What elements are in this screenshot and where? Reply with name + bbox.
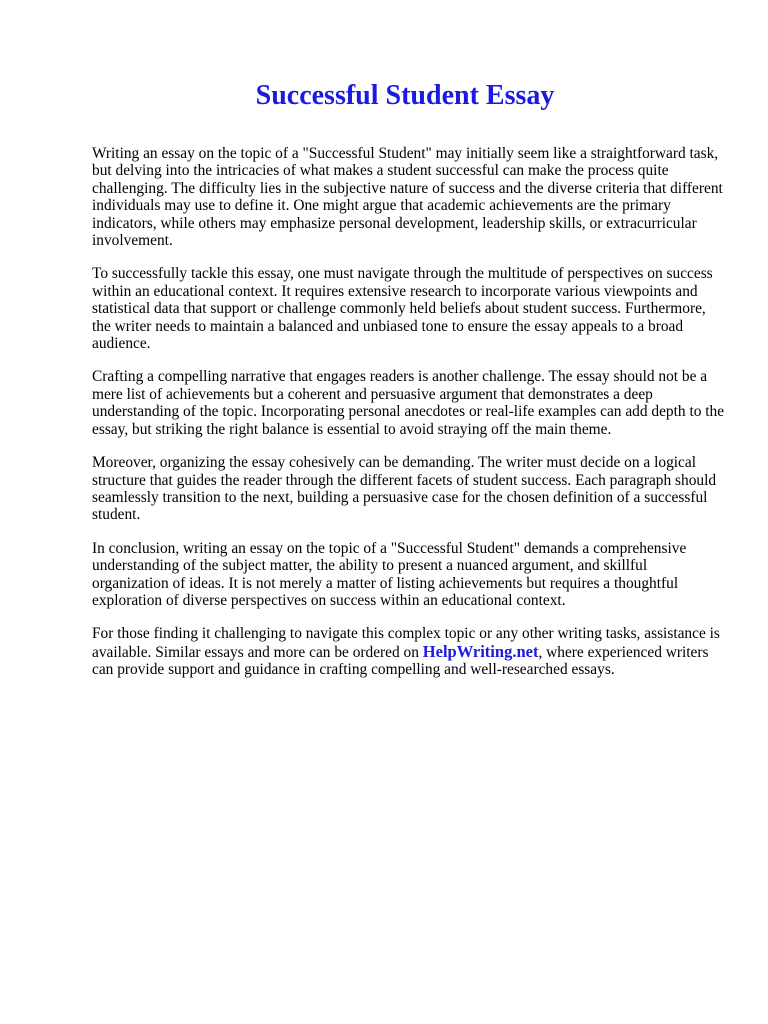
paragraph-5: In conclusion, writing an essay on the topic of a "Successful Student" demands a comprehensive understanding of the subject matter, the ability to present a nuanced argument, and skillful organization of ideas. It is not merely a matter of listing achievements but requires a thoughtful exploration of diverse perspectives on success within an educational context. [92, 539, 687, 609]
paragraph-2: To successfully tackle this essay, one must navigate through the multitude of perspectives on success within an educational context. It requires extensive research to incorporate various viewpoints and statistical data that support or challenge commonly held beliefs about student success. Furthermore, the writer needs to maintain a balanced and unbiased tone to ensure the essay appeals to a broad audience. [92, 265, 713, 353]
essay-body [92, 145, 726, 695]
closing-text-before-link: For those finding it challenging to navigate this complex topic or any other writing tasks, assistance is available. Similar essays and more can be ordered on [92, 625, 720, 661]
paragraph-3: Crafting a compelling narrative that engages readers is another challenge. The essay should not be a mere list of achievements but a coherent and persuasive argument that demonstrates a deep understanding of the topic. Incorporating personal anecdotes or real-life examples can add depth to the essay, but striking the right balance is essential to avoid straying off the main theme. [92, 368, 725, 438]
paragraph-4: Moreover, organizing the essay cohesively can be demanding. The writer must decide on a logical structure that guides the reader through the different facets of student success. Each paragraph should seamlessly transition to the next, building a persuasive case for the chosen definition of a successful student. [92, 454, 717, 524]
page-title: Successful Student Essay [255, 80, 555, 111]
paragraph-1: Writing an essay on the topic of a "Successful Student" may initially seem like a straightforward task, but delving into the intricacies of what makes a student successful can make the process quite challenging. The difficulty lies in the subjective nature of success and the diverse criteria that different individuals may use to define it. One might argue that academic achievements are the primary indicators, while others may emphasize personal development, leadership skills, or extracurricular involvement. [92, 145, 723, 250]
closing-paragraph [92, 625, 726, 678]
closing-text-after-link: , where experienced writers can provide support and guidance in crafting compelling and well-researched essays. [92, 643, 709, 679]
helpwriting-link[interactable]: HelpWriting.net [422, 641, 539, 661]
